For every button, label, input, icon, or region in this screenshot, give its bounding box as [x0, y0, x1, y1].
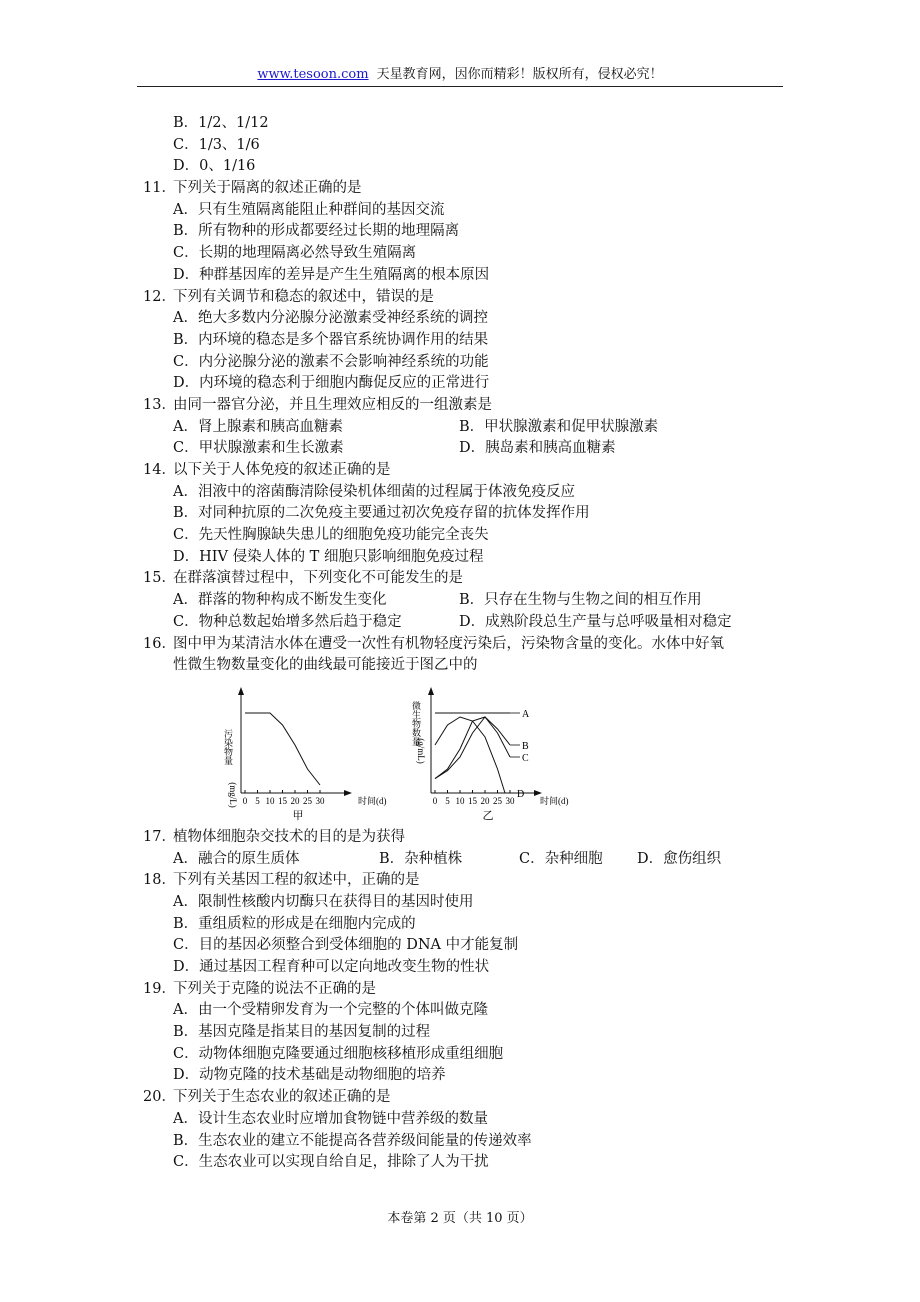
curve-label-B: B	[522, 740, 529, 752]
option: D．种群基因库的差异是产生生殖隔离的根本原因	[173, 266, 490, 283]
curve-label-C: C	[522, 752, 529, 764]
site-link[interactable]: www.tesoon.com	[257, 67, 369, 82]
question-stem: 图中甲为某清洁水体在遭受一次性有机物轻度污染后，污染物含量的变化。水体中好氧	[173, 635, 724, 652]
option: B．对同种抗原的二次免疫主要通过初次免疫存留的抗体发挥作用	[173, 505, 590, 522]
option: D．HIV 侵染人体的 T 细胞只影响细胞免疫过程	[173, 548, 484, 565]
option: B．所有物种的形成都要经过长期的地理隔离	[173, 223, 460, 240]
question-15	[143, 568, 793, 590]
question-number: 15．	[143, 570, 176, 587]
page-header	[137, 66, 783, 87]
option: D．愈伤组织	[637, 850, 722, 867]
question-stem: 在群落演替过程中，下列变化不可能发生的是	[173, 570, 463, 587]
question-number: 17．	[143, 828, 176, 845]
option: B．1/2、1/12	[173, 115, 269, 131]
x-tick-label: 20	[290, 795, 300, 806]
option: D．成熟阶段总生产量与总呼吸量相对稳定	[459, 613, 732, 630]
x-tick-label: 30	[505, 795, 515, 806]
option: A．只有生殖隔离能阻止种群间的基因交流	[173, 201, 445, 218]
option: A．肾上腺素和胰高血糖素	[173, 418, 343, 435]
question-14	[143, 460, 793, 482]
question-number: 20．	[143, 1089, 176, 1106]
question-stem: 下列关于隔离的叙述正确的是	[173, 180, 362, 197]
chart-yi-yunit: (g/mL)	[416, 738, 426, 764]
curve-label-A: A	[522, 708, 530, 720]
chart-yi-ylabel: 微生物数量	[411, 700, 421, 746]
option: B．基因克隆是指某目的基因复制的过程	[173, 1024, 431, 1041]
question-stem: 由同一器官分泌，并且生理效应相反的一组激素是	[173, 396, 492, 413]
question-stem: 下列关于克隆的说法不正确的是	[173, 980, 376, 997]
chart-jia-y-arrow	[238, 687, 244, 695]
x-tick-label: 15	[278, 795, 287, 806]
chart-yi-xlabel: 时间(d)	[540, 795, 569, 806]
page-footer: 本卷第 2 页（共 10 页）	[387, 1211, 533, 1226]
option-row	[143, 417, 793, 439]
option-row	[143, 612, 793, 634]
question-stem: 下列有关基因工程的叙述中，正确的是	[173, 872, 420, 889]
question-stem: 以下关于人体免疫的叙述正确的是	[173, 462, 391, 478]
chart-yi-ticks	[433, 790, 515, 806]
chart-yi-y-arrow	[428, 687, 434, 695]
option: A．设计生态农业时应增加食物链中营养级的数量	[173, 1110, 488, 1127]
option: D．0、1/16	[173, 158, 256, 175]
question-number: 13．	[143, 396, 176, 413]
figure-jia-yi	[143, 677, 793, 827]
option: C．物种总数起始增多然后趋于稳定	[173, 613, 402, 630]
x-tick-label: 10	[455, 795, 465, 806]
option: A．群落的物种构成不断发生变化	[173, 592, 387, 609]
question-stem: 下列有关调节和稳态的叙述中，错误的是	[173, 288, 434, 305]
chart-jia-ticks	[243, 790, 325, 806]
option: A．绝大多数内分泌腺分泌激素受神经系统的调控	[173, 310, 488, 327]
option: B．只存在生物与生物之间的相互作用	[459, 592, 702, 609]
question-content	[143, 113, 793, 1174]
question-number: 12．	[143, 288, 176, 305]
option: C．内分泌腺分泌的激素不会影响神经系统的功能	[173, 353, 489, 370]
question-number: 11．	[143, 180, 176, 197]
question-stem-continued: 性微生物数量变化的曲线最可能接近于图乙中的	[173, 657, 478, 674]
option: A．由一个受精卵发育为一个完整的个体叫做克隆	[173, 1002, 488, 1019]
option: B．甲状腺激素和促甲状腺激素	[459, 418, 659, 435]
option: A．限制性核酸内切酶只在获得目的基因时使用	[173, 893, 474, 910]
question-stem: 下列关于生态农业的叙述正确的是	[173, 1089, 391, 1106]
option: C．先天性胸腺缺失患儿的细胞免疫功能完全丧失	[173, 527, 489, 544]
option-row	[143, 590, 793, 612]
option: D．内环境的稳态利于细胞内酶促反应的正常进行	[173, 375, 490, 392]
x-tick-label: 25	[303, 795, 312, 806]
option: C．甲状腺激素和生长激素	[173, 440, 344, 457]
question-12	[143, 287, 793, 309]
option: B．生态农业的建立不能提高各营养级间能量的传递效率	[173, 1132, 532, 1149]
x-tick-label: 10	[265, 795, 275, 806]
question-16	[143, 634, 793, 656]
chart-jia-caption: 甲	[292, 809, 304, 822]
chart-jia-x-arrow	[344, 790, 352, 796]
question-stem: 植物体细胞杂交技术的目的是为获得	[173, 828, 405, 845]
chart-yi	[411, 687, 569, 822]
question-19	[143, 979, 793, 1001]
x-tick-label: 5	[255, 795, 260, 806]
chart-jia	[223, 687, 387, 822]
x-tick-label: 30	[315, 795, 325, 806]
question-number: 14．	[143, 462, 176, 478]
question-number: 18．	[143, 872, 176, 889]
chart-jia-yunit: (mg/L)	[228, 782, 238, 808]
question-number: 16．	[143, 635, 176, 652]
option: D．通过基因工程育种可以定向地改变生物的性状	[173, 959, 490, 975]
option: C．目的基因必须整合到受体细胞的 DNA 中才能复制	[173, 937, 519, 954]
option-row	[143, 849, 793, 871]
figure-svg	[218, 683, 678, 833]
option: C．生态农业可以实现自给自足，排除了人为干扰	[173, 1154, 489, 1171]
x-tick-label: 0	[242, 795, 248, 806]
option: C．杂种细胞	[519, 850, 603, 867]
option: D．胰岛素和胰高血糖素	[459, 440, 616, 457]
question-18	[143, 870, 793, 892]
x-tick-label: 20	[480, 795, 490, 806]
option: C．1/3、1/6	[173, 136, 260, 153]
chart-jia-xlabel: 时间(d)	[358, 795, 387, 806]
question-20	[143, 1087, 793, 1109]
chart-yi-curves	[435, 713, 510, 793]
option-row	[143, 438, 793, 460]
option: B．内环境的稳态是多个器官系统协调作用的结果	[173, 331, 489, 348]
x-tick-label: 0	[432, 795, 438, 806]
option: D．动物克隆的技术基础是动物细胞的培养	[173, 1067, 446, 1084]
header-text: 天星教育网，因你而精彩！版权所有，侵权必究！	[376, 67, 663, 82]
question-13	[143, 395, 793, 417]
chart-yi-caption: 乙	[482, 809, 494, 822]
chart-jia-curve	[245, 713, 320, 785]
question-number: 19．	[143, 980, 176, 997]
option: A．融合的原生质体	[173, 850, 300, 867]
x-tick-label: 5	[445, 795, 450, 806]
option: A．泪液中的溶菌酶清除侵染机体细菌的过程属于体液免疫反应	[173, 483, 575, 500]
chart-jia-ylabel: 污染物量	[223, 728, 233, 765]
option: C．动物体细胞克隆要通过细胞核移植形成重组细胞	[173, 1045, 504, 1062]
x-tick-label: 15	[468, 795, 477, 806]
option: B．杂种植株	[379, 850, 463, 867]
question-11	[143, 178, 793, 200]
curve-label-D: D	[517, 788, 525, 800]
option: B．重组质粒的形成是在细胞内完成的	[173, 915, 416, 932]
option: C．长期的地理隔离必然导致生殖隔离	[173, 245, 417, 262]
x-tick-label: 25	[493, 795, 502, 806]
